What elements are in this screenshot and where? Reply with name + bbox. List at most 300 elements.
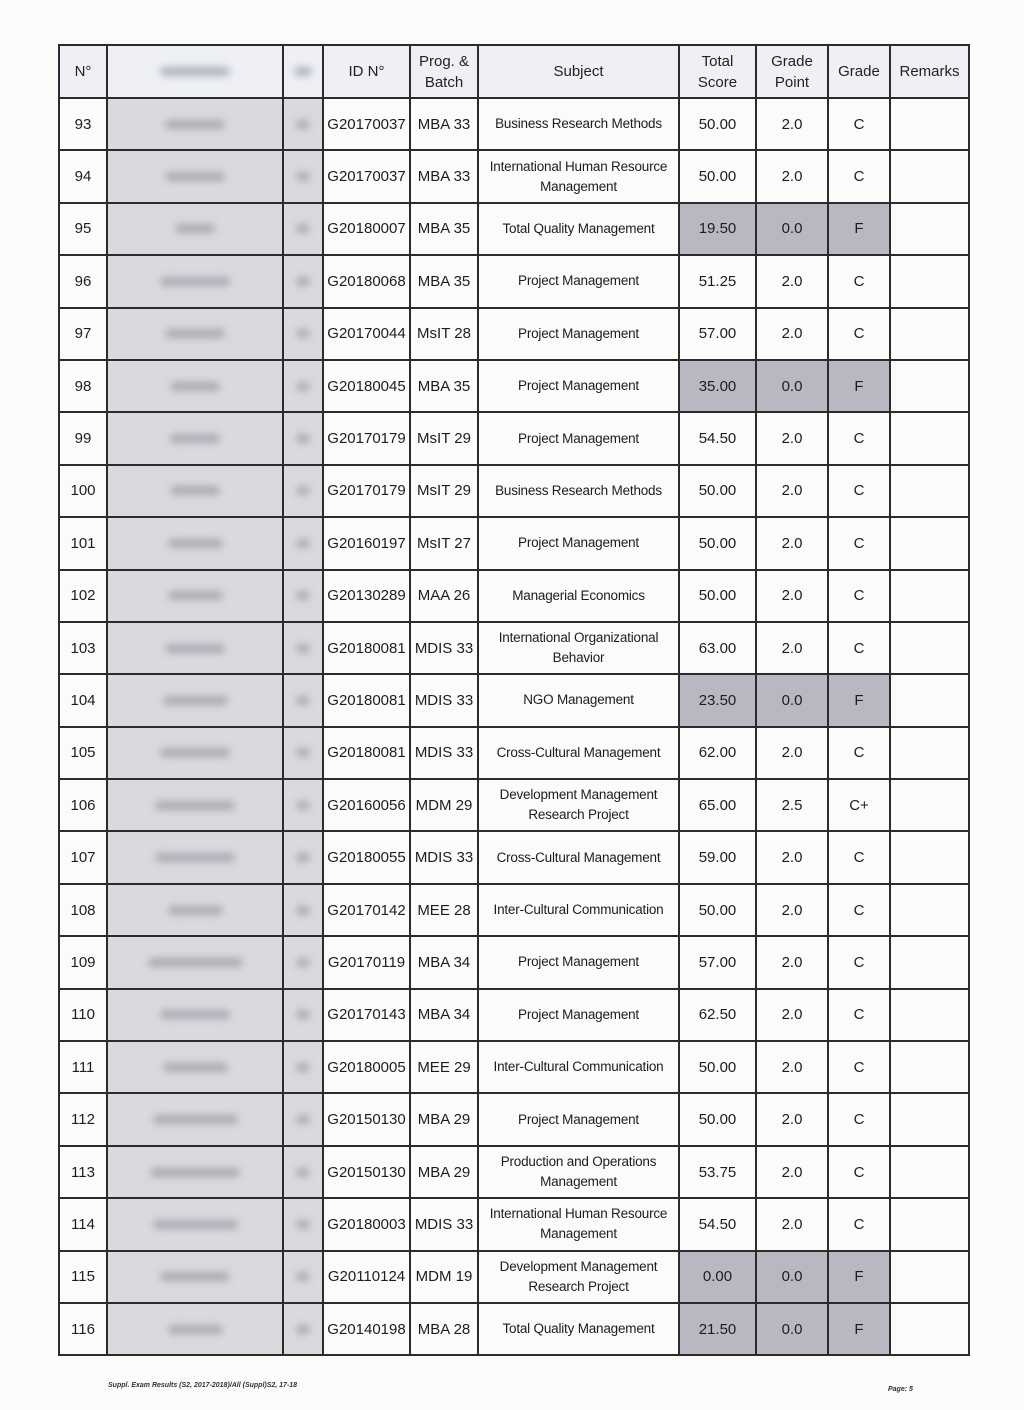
cell-redacted-sex (283, 360, 323, 412)
cell-total-score: 50.00 (679, 1093, 756, 1145)
cell-remarks (890, 360, 969, 412)
cell-redacted-name (107, 1146, 283, 1198)
cell-grade-point: 0.0 (756, 203, 828, 255)
cell-prog-batch: MsIT 28 (410, 308, 478, 360)
cell-id: G20170142 (323, 884, 410, 936)
cell-id: G20180081 (323, 674, 410, 726)
cell-prog-batch: MAA 26 (410, 570, 478, 622)
cell-subject: Project Management (478, 989, 679, 1041)
cell-no: 110 (59, 989, 107, 1041)
cell-grade-point: 0.0 (756, 674, 828, 726)
cell-subject: Project Management (478, 360, 679, 412)
cell-grade-point: 2.0 (756, 412, 828, 464)
redaction-blur (296, 329, 310, 338)
cell-subject: NGO Management (478, 674, 679, 726)
cell-redacted-name (107, 989, 283, 1041)
cell-prog-batch: MDIS 33 (410, 831, 478, 883)
cell-prog-batch: MDIS 33 (410, 674, 478, 726)
col-header-no: N° (59, 45, 107, 98)
cell-id: G20180045 (323, 360, 410, 412)
cell-subject: Project Management (478, 308, 679, 360)
cell-total-score: 19.50 (679, 203, 756, 255)
cell-redacted-name (107, 1093, 283, 1145)
cell-grade: C (828, 255, 890, 307)
redaction-blur (296, 853, 310, 862)
redaction-blur (296, 696, 310, 705)
redaction-blur (150, 1168, 240, 1177)
cell-remarks (890, 884, 969, 936)
redaction-blur (296, 644, 310, 653)
redaction-blur (296, 277, 310, 286)
redaction-blur (296, 434, 310, 443)
cell-subject: Project Management (478, 936, 679, 988)
redaction-blur (160, 1272, 230, 1281)
table-row (59, 936, 969, 988)
cell-grade-point: 2.0 (756, 255, 828, 307)
header-row (59, 45, 969, 98)
cell-no: 101 (59, 517, 107, 569)
redaction-blur (296, 1010, 310, 1019)
cell-redacted-sex (283, 308, 323, 360)
redaction-blur (168, 539, 223, 548)
cell-redacted-name (107, 98, 283, 150)
cell-prog-batch: MBA 28 (410, 1303, 478, 1355)
cell-remarks (890, 936, 969, 988)
cell-grade: C (828, 936, 890, 988)
redaction-blur (175, 224, 215, 233)
cell-grade: F (828, 360, 890, 412)
cell-subject: Project Management (478, 255, 679, 307)
cell-redacted-sex (283, 570, 323, 622)
cell-id: G20180055 (323, 831, 410, 883)
cell-subject: Project Management (478, 517, 679, 569)
table-row (59, 360, 969, 412)
results-table (58, 44, 970, 1356)
cell-grade-point: 2.0 (756, 1198, 828, 1250)
cell-subject: Project Management (478, 1093, 679, 1145)
cell-prog-batch: MBA 34 (410, 989, 478, 1041)
cell-remarks (890, 1303, 969, 1355)
cell-total-score: 59.00 (679, 831, 756, 883)
redaction-blur (163, 1063, 228, 1072)
redaction-blur (296, 539, 310, 548)
cell-grade-point: 2.0 (756, 884, 828, 936)
cell-remarks (890, 674, 969, 726)
redaction-blur (168, 906, 223, 915)
cell-remarks (890, 517, 969, 569)
cell-total-score: 50.00 (679, 884, 756, 936)
cell-grade: C (828, 727, 890, 779)
cell-total-score: 57.00 (679, 308, 756, 360)
table-row (59, 308, 969, 360)
col-header-redacted-name (107, 45, 283, 98)
cell-redacted-sex (283, 936, 323, 988)
cell-redacted-sex (283, 255, 323, 307)
table-row (59, 412, 969, 464)
cell-redacted-name (107, 936, 283, 988)
cell-remarks (890, 1251, 969, 1303)
cell-remarks (890, 989, 969, 1041)
redaction-blur (165, 329, 225, 338)
cell-redacted-name (107, 1198, 283, 1250)
col-header-grade-point: Grade Point (756, 45, 828, 98)
cell-redacted-name (107, 360, 283, 412)
cell-total-score: 51.25 (679, 255, 756, 307)
cell-grade: C (828, 622, 890, 674)
cell-grade: C (828, 989, 890, 1041)
cell-redacted-name (107, 465, 283, 517)
cell-subject: Business Research Methods (478, 465, 679, 517)
table-row (59, 727, 969, 779)
table-row (59, 517, 969, 569)
cell-subject: Inter-Cultural Communication (478, 884, 679, 936)
cell-total-score: 50.00 (679, 98, 756, 150)
table-row (59, 989, 969, 1041)
cell-id: G20170119 (323, 936, 410, 988)
table-row (59, 1093, 969, 1145)
cell-total-score: 65.00 (679, 779, 756, 831)
footer-document-reference: Suppl. Exam Results (S2, 2017-2018)/All (Suppl)S2, 17-18 (108, 1382, 298, 1389)
cell-redacted-sex (283, 727, 323, 779)
cell-subject: Business Research Methods (478, 98, 679, 150)
cell-id: G20170037 (323, 150, 410, 202)
cell-prog-batch: MDIS 33 (410, 622, 478, 674)
redaction-blur (296, 906, 310, 915)
cell-grade: F (828, 1303, 890, 1355)
cell-id: G20180005 (323, 1041, 410, 1093)
cell-redacted-sex (283, 884, 323, 936)
table-row (59, 1303, 969, 1355)
cell-redacted-sex (283, 150, 323, 202)
redaction-blur (296, 486, 310, 495)
cell-redacted-sex (283, 1198, 323, 1250)
cell-prog-batch: MEE 29 (410, 1041, 478, 1093)
redaction-blur (165, 644, 225, 653)
cell-total-score: 50.00 (679, 150, 756, 202)
redaction-blur (296, 748, 310, 757)
cell-grade-point: 0.0 (756, 360, 828, 412)
table-row (59, 150, 969, 202)
cell-redacted-sex (283, 1251, 323, 1303)
cell-grade-point: 2.0 (756, 622, 828, 674)
cell-grade-point: 2.0 (756, 308, 828, 360)
cell-total-score: 0.00 (679, 1251, 756, 1303)
cell-remarks (890, 727, 969, 779)
cell-grade-point: 2.0 (756, 150, 828, 202)
cell-subject: International Organizational Behavior (478, 622, 679, 674)
cell-no: 115 (59, 1251, 107, 1303)
cell-remarks (890, 203, 969, 255)
table-row (59, 674, 969, 726)
cell-subject: International Human Resource Management (478, 1198, 679, 1250)
cell-grade: C (828, 150, 890, 202)
cell-total-score: 50.00 (679, 1041, 756, 1093)
cell-prog-batch: MBA 29 (410, 1146, 478, 1198)
redaction-blur (160, 748, 230, 757)
cell-no: 105 (59, 727, 107, 779)
redaction-blur (160, 1010, 230, 1019)
cell-redacted-name (107, 570, 283, 622)
col-header-prog-batch: Prog. & Batch (410, 45, 478, 98)
cell-prog-batch: MDM 19 (410, 1251, 478, 1303)
cell-id: G20110124 (323, 1251, 410, 1303)
cell-total-score: 62.50 (679, 989, 756, 1041)
cell-grade-point: 2.0 (756, 1146, 828, 1198)
redaction-blur (296, 958, 310, 967)
table-row (59, 884, 969, 936)
redaction-blur (168, 1325, 223, 1334)
cell-remarks (890, 1093, 969, 1145)
cell-redacted-sex (283, 1146, 323, 1198)
cell-redacted-name (107, 622, 283, 674)
cell-subject: Cross-Cultural Management (478, 831, 679, 883)
cell-id: G20170179 (323, 412, 410, 464)
cell-subject: Development Management Research Project (478, 1251, 679, 1303)
cell-grade: F (828, 203, 890, 255)
cell-grade: C (828, 1041, 890, 1093)
cell-grade-point: 0.0 (756, 1251, 828, 1303)
cell-redacted-name (107, 779, 283, 831)
cell-no: 109 (59, 936, 107, 988)
cell-grade-point: 2.0 (756, 1093, 828, 1145)
cell-grade-point: 2.0 (756, 465, 828, 517)
redaction-blur (296, 801, 310, 810)
cell-grade: C (828, 831, 890, 883)
cell-redacted-name (107, 674, 283, 726)
cell-no: 102 (59, 570, 107, 622)
cell-redacted-name (107, 884, 283, 936)
cell-total-score: 21.50 (679, 1303, 756, 1355)
cell-total-score: 50.00 (679, 465, 756, 517)
cell-subject: Project Management (478, 412, 679, 464)
cell-subject: International Human Resource Management (478, 150, 679, 202)
cell-redacted-sex (283, 779, 323, 831)
redaction-blur (165, 120, 225, 129)
cell-redacted-sex (283, 412, 323, 464)
table-row (59, 98, 969, 150)
table-row (59, 831, 969, 883)
redaction-blur (296, 120, 310, 129)
table-row (59, 1041, 969, 1093)
cell-prog-batch: MsIT 29 (410, 412, 478, 464)
redaction-blur (170, 486, 220, 495)
cell-subject: Managerial Economics (478, 570, 679, 622)
cell-remarks (890, 308, 969, 360)
redaction-blur (155, 853, 235, 862)
cell-grade-point: 2.0 (756, 1041, 828, 1093)
cell-prog-batch: MBA 35 (410, 255, 478, 307)
table-row (59, 255, 969, 307)
redaction-blur (296, 382, 310, 391)
table-row (59, 622, 969, 674)
cell-subject: Development Management Research Project (478, 779, 679, 831)
cell-redacted-sex (283, 1041, 323, 1093)
table-row (59, 465, 969, 517)
col-header-redacted-sex (283, 45, 323, 98)
redaction-blur (296, 1220, 310, 1229)
redaction-blur (296, 224, 310, 233)
redaction-blur (165, 172, 225, 181)
redaction-blur (168, 591, 223, 600)
cell-id: G20170179 (323, 465, 410, 517)
cell-no: 113 (59, 1146, 107, 1198)
col-header-grade: Grade (828, 45, 890, 98)
cell-subject: Total Quality Management (478, 1303, 679, 1355)
cell-remarks (890, 465, 969, 517)
cell-no: 108 (59, 884, 107, 936)
cell-remarks (890, 622, 969, 674)
cell-remarks (890, 779, 969, 831)
cell-redacted-name (107, 517, 283, 569)
table-row (59, 203, 969, 255)
cell-subject: Production and Operations Management (478, 1146, 679, 1198)
cell-grade: C (828, 465, 890, 517)
cell-grade-point: 2.5 (756, 779, 828, 831)
cell-no: 112 (59, 1093, 107, 1145)
cell-prog-batch: MBA 35 (410, 360, 478, 412)
cell-redacted-sex (283, 1303, 323, 1355)
cell-no: 95 (59, 203, 107, 255)
cell-grade: F (828, 1251, 890, 1303)
cell-no: 111 (59, 1041, 107, 1093)
cell-remarks (890, 570, 969, 622)
redaction-blur (160, 277, 230, 286)
cell-redacted-name (107, 727, 283, 779)
cell-grade: C (828, 884, 890, 936)
cell-total-score: 62.00 (679, 727, 756, 779)
cell-total-score: 63.00 (679, 622, 756, 674)
cell-redacted-name (107, 255, 283, 307)
cell-redacted-name (107, 308, 283, 360)
cell-prog-batch: MsIT 29 (410, 465, 478, 517)
cell-prog-batch: MBA 29 (410, 1093, 478, 1145)
cell-prog-batch: MBA 34 (410, 936, 478, 988)
cell-total-score: 57.00 (679, 936, 756, 988)
cell-prog-batch: MBA 33 (410, 98, 478, 150)
cell-redacted-sex (283, 622, 323, 674)
cell-redacted-name (107, 1251, 283, 1303)
col-header-remarks: Remarks (890, 45, 969, 98)
cell-id: G20140198 (323, 1303, 410, 1355)
cell-no: 103 (59, 622, 107, 674)
cell-redacted-sex (283, 517, 323, 569)
table-row (59, 1251, 969, 1303)
cell-remarks (890, 255, 969, 307)
cell-redacted-sex (283, 98, 323, 150)
cell-id: G20180003 (323, 1198, 410, 1250)
cell-total-score: 53.75 (679, 1146, 756, 1198)
col-header-total-score: Total Score (679, 45, 756, 98)
cell-remarks (890, 412, 969, 464)
cell-id: G20150130 (323, 1093, 410, 1145)
redaction-blur (296, 591, 310, 600)
cell-no: 97 (59, 308, 107, 360)
cell-redacted-sex (283, 203, 323, 255)
cell-remarks (890, 1146, 969, 1198)
cell-grade: C (828, 1198, 890, 1250)
cell-grade-point: 2.0 (756, 98, 828, 150)
cell-no: 114 (59, 1198, 107, 1250)
cell-id: G20130289 (323, 570, 410, 622)
cell-total-score: 54.50 (679, 412, 756, 464)
cell-id: G20180068 (323, 255, 410, 307)
cell-grade: C (828, 517, 890, 569)
cell-grade-point: 2.0 (756, 989, 828, 1041)
cell-grade: C (828, 98, 890, 150)
cell-redacted-name (107, 412, 283, 464)
cell-no: 94 (59, 150, 107, 202)
cell-grade: C (828, 1093, 890, 1145)
cell-grade-point: 0.0 (756, 1303, 828, 1355)
cell-redacted-sex (283, 1093, 323, 1145)
cell-redacted-name (107, 1303, 283, 1355)
redaction-blur (296, 1115, 310, 1124)
table-row (59, 570, 969, 622)
cell-grade: C (828, 308, 890, 360)
redaction-blur (163, 696, 228, 705)
cell-id: G20170044 (323, 308, 410, 360)
cell-total-score: 50.00 (679, 517, 756, 569)
cell-total-score: 54.50 (679, 1198, 756, 1250)
cell-id: G20180007 (323, 203, 410, 255)
cell-subject: Inter-Cultural Communication (478, 1041, 679, 1093)
table-row (59, 779, 969, 831)
cell-no: 116 (59, 1303, 107, 1355)
cell-redacted-name (107, 150, 283, 202)
cell-prog-batch: MEE 28 (410, 884, 478, 936)
cell-grade-point: 2.0 (756, 936, 828, 988)
cell-no: 104 (59, 674, 107, 726)
cell-grade-point: 2.0 (756, 570, 828, 622)
cell-remarks (890, 1041, 969, 1093)
cell-id: G20170143 (323, 989, 410, 1041)
cell-id: G20150130 (323, 1146, 410, 1198)
cell-subject: Cross-Cultural Management (478, 727, 679, 779)
cell-no: 99 (59, 412, 107, 464)
redaction-blur (296, 1168, 310, 1177)
cell-prog-batch: MsIT 27 (410, 517, 478, 569)
cell-remarks (890, 831, 969, 883)
redaction-blur (148, 958, 243, 967)
cell-subject: Total Quality Management (478, 203, 679, 255)
table-row (59, 1198, 969, 1250)
cell-remarks (890, 150, 969, 202)
cell-grade: C+ (828, 779, 890, 831)
cell-id: G20180081 (323, 622, 410, 674)
cell-id: G20170037 (323, 98, 410, 150)
cell-grade: C (828, 412, 890, 464)
cell-prog-batch: MDM 29 (410, 779, 478, 831)
cell-total-score: 35.00 (679, 360, 756, 412)
cell-no: 96 (59, 255, 107, 307)
table-row (59, 1146, 969, 1198)
redaction-blur (155, 801, 235, 810)
cell-no: 106 (59, 779, 107, 831)
cell-grade: C (828, 570, 890, 622)
cell-prog-batch: MDIS 33 (410, 1198, 478, 1250)
cell-redacted-name (107, 1041, 283, 1093)
cell-prog-batch: MDIS 33 (410, 727, 478, 779)
redaction-blur (296, 1272, 310, 1281)
cell-prog-batch: MBA 35 (410, 203, 478, 255)
redaction-blur (153, 1220, 238, 1229)
cell-id: G20180081 (323, 727, 410, 779)
cell-grade: C (828, 1146, 890, 1198)
cell-grade-point: 2.0 (756, 517, 828, 569)
redaction-blur (296, 172, 310, 181)
col-header-subject: Subject (478, 45, 679, 98)
cell-remarks (890, 98, 969, 150)
